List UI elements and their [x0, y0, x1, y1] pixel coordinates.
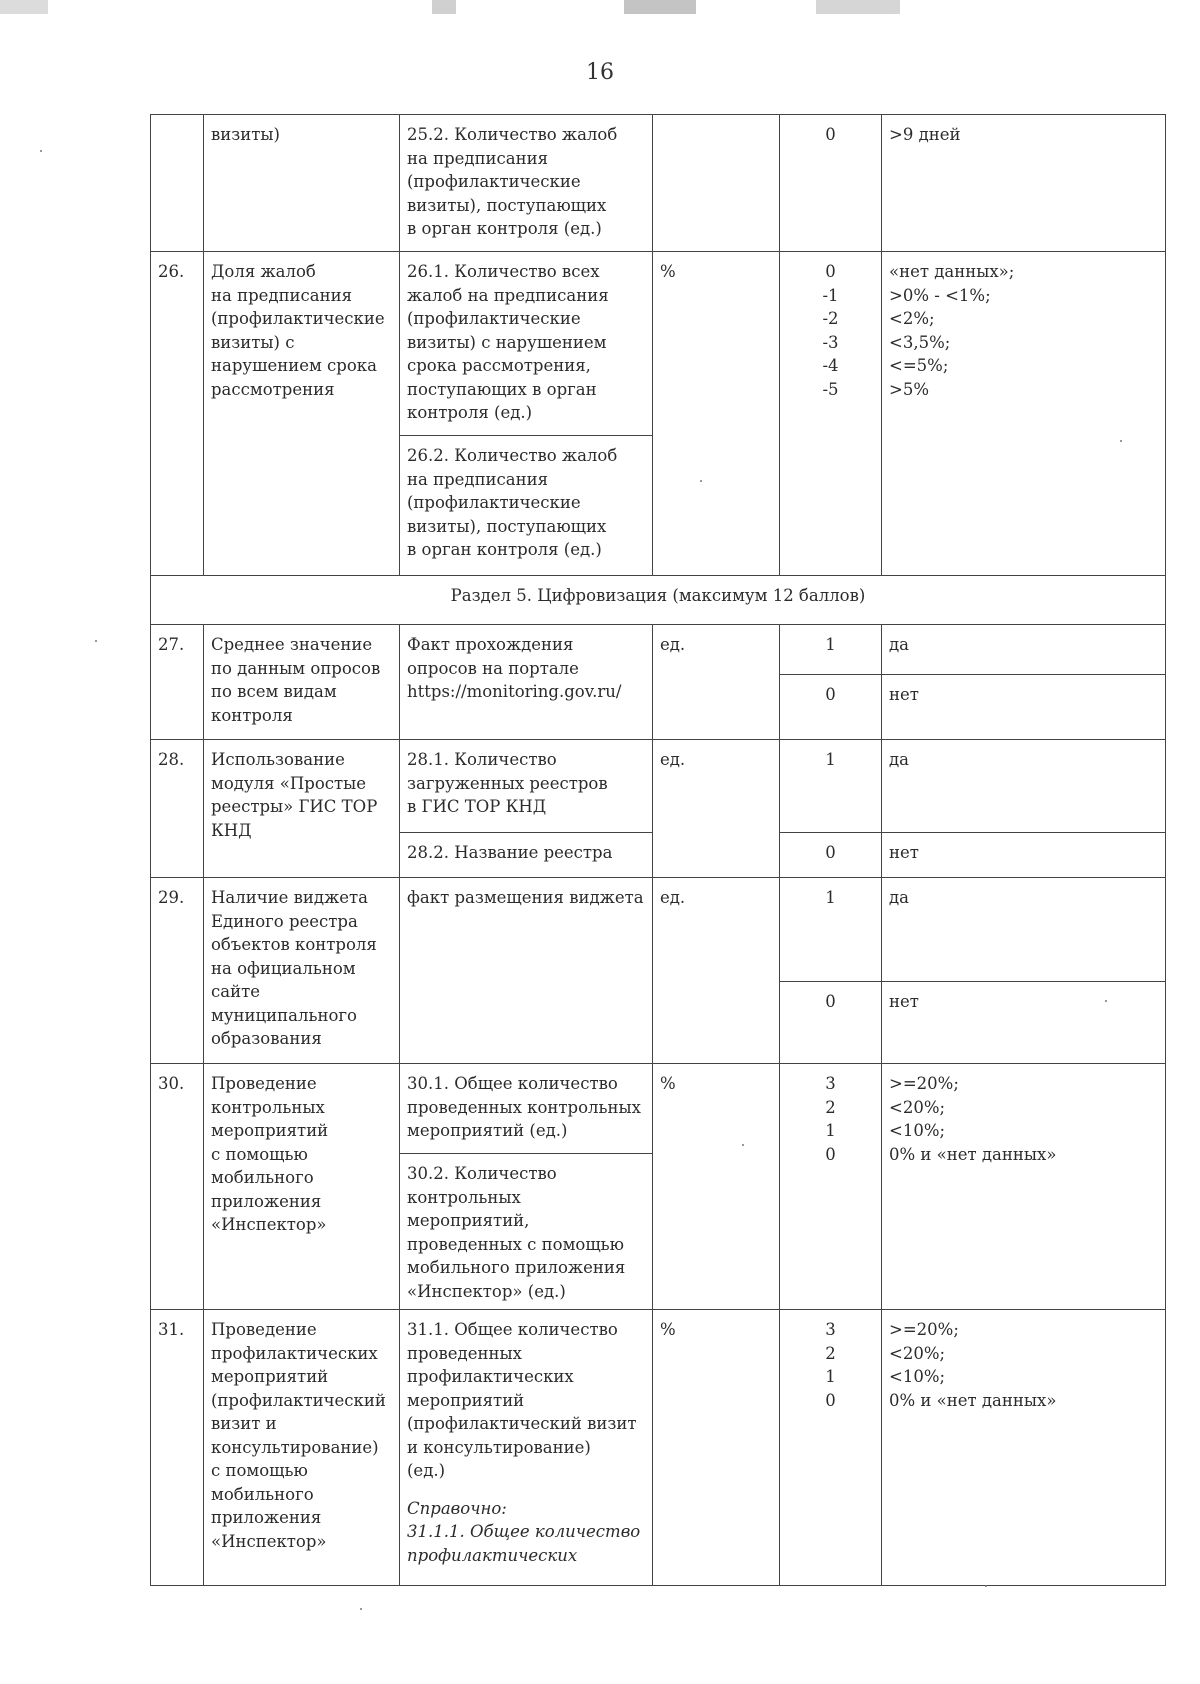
row-number — [151, 115, 204, 252]
table-row — [151, 1310, 1166, 1586]
points-cell: 0 -1 -2 -3 -4 -5 — [780, 252, 882, 576]
page-number: 16 — [586, 60, 614, 85]
points-cell: 0 — [780, 833, 882, 878]
scan-speck — [985, 1585, 987, 1587]
row-number: 29. — [151, 878, 204, 1064]
unit-cell — [653, 115, 780, 252]
points-cell: 3 2 1 0 — [780, 1310, 882, 1586]
formula-cell — [400, 1310, 653, 1586]
row-number: 28. — [151, 740, 204, 878]
formula-text: 31.1. Общее количество проведенных профилактических мероприятий (профилактический визит и консультирование) (ед.) — [407, 1320, 637, 1480]
unit-cell: ед. — [653, 740, 780, 878]
formula-cell: 28.2. Название реестра — [400, 833, 653, 878]
points-cell: 0 — [780, 675, 882, 740]
points-cell: 1 — [780, 878, 882, 982]
scan-speck — [1120, 440, 1122, 442]
condition-cell: нет — [882, 675, 1166, 740]
section-title: Раздел 5. Цифровизация (максимум 12 баллов) — [151, 576, 1166, 625]
scan-speck — [1105, 1000, 1107, 1002]
unit-cell: % — [653, 252, 780, 576]
condition-cell: >=20%; <20%; <10%; 0% и «нет данных» — [882, 1310, 1166, 1586]
indicator-name: Среднее значение по данным опросов по всем видам контроля — [204, 625, 400, 740]
condition-cell: да — [882, 740, 1166, 833]
criteria-table — [150, 114, 1166, 1586]
scan-speck — [700, 480, 702, 482]
condition-cell: >=20%; <20%; <10%; 0% и «нет данных» — [882, 1064, 1166, 1310]
unit-cell: ед. — [653, 625, 780, 740]
condition-cell: да — [882, 625, 1166, 675]
table-row — [151, 625, 1166, 675]
formula-cell: 26.1. Количество всех жалоб на предписания (профилактические визиты) с нарушением срока рассмотрения, поступающих в орган контроля (ед.) — [400, 252, 653, 436]
indicator-name: Проведение контрольных мероприятий с помощью мобильного приложения «Инспектор» — [204, 1064, 400, 1310]
condition-cell: да — [882, 878, 1166, 982]
formula-cell: 25.2. Количество жалоб на предписания (профилактические визиты), поступающих в орган контроля (ед.) — [400, 115, 653, 252]
formula-cell: факт размещения виджета — [400, 878, 653, 1064]
condition-cell: >9 дней — [882, 115, 1166, 252]
indicator-name: Доля жалоб на предписания (профилактические визиты) с нарушением срока рассмотрения — [204, 252, 400, 576]
row-number: 27. — [151, 625, 204, 740]
scan-speck — [742, 1144, 744, 1146]
indicator-name: Использование модуля «Простые реестры» ГИС ТОР КНД — [204, 740, 400, 878]
points-cell: 0 — [780, 982, 882, 1064]
points-cell: 0 — [780, 115, 882, 252]
scan-speck — [40, 150, 42, 152]
table-row — [151, 252, 1166, 436]
formula-cell: 30.2. Количество контрольных мероприятий, проведенных с помощью мобильного приложения «Инспектор» (ед.) — [400, 1154, 653, 1310]
table-row — [151, 740, 1166, 833]
formula-cell: 26.2. Количество жалоб на предписания (профилактические визиты), поступающих в орган контроля (ед.) — [400, 436, 653, 576]
points-cell: 1 — [780, 625, 882, 675]
table-row — [151, 115, 1166, 252]
reference-note: Справочно: 31.1.1. Общее количество профилактических — [407, 1498, 641, 1565]
scan-top-edge — [0, 0, 1200, 14]
points-cell: 3 2 1 0 — [780, 1064, 882, 1310]
formula-cell: Факт прохождения опросов на портале https://monitoring.gov.ru/ — [400, 625, 653, 740]
section-row — [151, 576, 1166, 625]
unit-cell: % — [653, 1064, 780, 1310]
scan-speck — [360, 1608, 362, 1610]
row-number: 31. — [151, 1310, 204, 1586]
scan-speck — [95, 640, 97, 642]
table-row — [151, 878, 1166, 982]
indicator-name: Проведение профилактических мероприятий (профилактический визит и консультирование) с помощью мобильного приложения «Инспектор» — [204, 1310, 400, 1586]
row-number: 30. — [151, 1064, 204, 1310]
row-number: 26. — [151, 252, 204, 576]
unit-cell: % — [653, 1310, 780, 1586]
indicator-name: визиты) — [204, 115, 400, 252]
condition-cell: нет — [882, 833, 1166, 878]
points-cell: 1 — [780, 740, 882, 833]
formula-cell: 28.1. Количество загруженных реестров в ГИС ТОР КНД — [400, 740, 653, 833]
condition-cell: нет — [882, 982, 1166, 1064]
unit-cell: ед. — [653, 878, 780, 1064]
condition-cell: «нет данных»; >0% - <1%; <2%; <3,5%; <=5%; >5% — [882, 252, 1166, 576]
indicator-name: Наличие виджета Единого реестра объектов контроля на официальном сайте муниципального образования — [204, 878, 400, 1064]
formula-cell: 30.1. Общее количество проведенных контрольных мероприятий (ед.) — [400, 1064, 653, 1154]
table-row — [151, 1064, 1166, 1154]
